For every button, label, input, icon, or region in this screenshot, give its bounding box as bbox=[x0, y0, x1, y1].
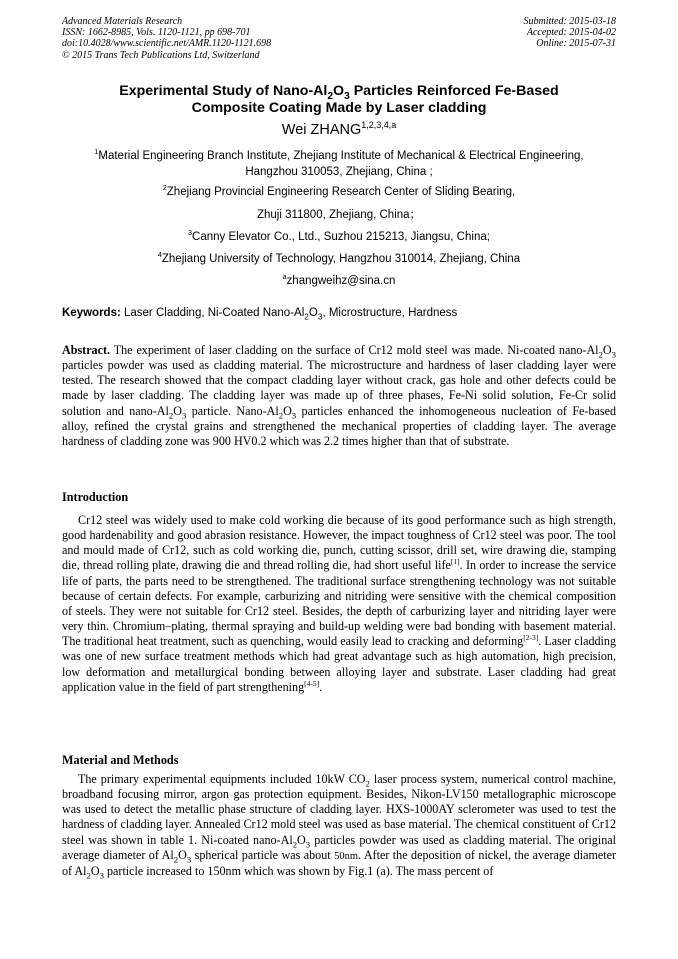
header-right bbox=[524, 16, 617, 50]
accepted-date: Accepted: 2015-04-02 bbox=[526, 27, 616, 39]
affiliation-2: $^2$Zhejiang Provincial Engineering Research Center of Sliding Bearing, bbox=[162, 184, 516, 198]
title-line-2: Composite Coating Made by Laser cladding bbox=[191, 100, 487, 116]
affiliation-2-city: Zhuji 311800, Zhejiang, China； bbox=[256, 209, 422, 221]
methods-heading: Material and Methods bbox=[62, 753, 179, 767]
copyright-line: © 2015 Trans Tech Publications Ltd, Switzerland bbox=[62, 49, 260, 61]
introduction-heading: Introduction bbox=[62, 490, 129, 504]
submitted-date: Submitted: 2015-03-18 bbox=[523, 16, 616, 27]
citation-ref[interactable]: [1] bbox=[450, 557, 460, 567]
introduction-body: Cr12 steel was widely used to make cold working die because of its good performance such as high strength, good hardenability and good abrasion resistance. However, the impact toughness of Cr12 steel was poor. The tool and mould made of Cr12, such as cold working die, punch, cutting scissor, drill set, wire drawing die, stamping die, thread rolling plate, drawing die and thread rolling die, had short useful life[1]. In order to increase the service life of parts, the parts need to be strengthened. The traditional surface strengthening technology was not suitable because of certain defects. For example, carburizing and nitriding were sensitive with the chemical composition of steels. They were not suitable for Cr12 steel. Besides, the depth of carburizing layer and nitriding layer were very thin. Chromium–plating, thermal spraying and build-up welding were bad bonding with basement material. The traditional heat treatment, such as quenching, would easily lead to cracking and deforming[2-3]. Laser cladding was one of new surface treatment methods which had great advantage such as high automation, high precision, low deformation and metallurgical bonding between alloying layer and substrate. Laser cladding had great application value in the field of part strengthening[4-5]. bbox=[62, 513, 616, 694]
affiliation-1: $^1$Material Engineering Branch Institute, Zhejiang Institute of Mechanical & Electrical Engineering, Hangzhou 310053, Zhejiang, China ; bbox=[94, 148, 584, 178]
issn-line: ISSN: 1662-8985, Vols. 1120-1121, pp 698-701 bbox=[62, 27, 251, 39]
methods-body: The primary experimental equipments included 10kW $CO_2$ laser process system, numerical control machine, broadband focusing mirror, argon gas protection equipment. Besides, Nikon-LV150 metallographic microscope was used to detect the metallic phase structure of cladding layer. HXS-1000AY sclerometer was used to test the hardness of cladding layer. Annealed Cr12 mold steel was used as base material. The chemical constituent of Cr12 steel was shown in table 1. Ni-coated nano-$Al_2O_3$ particles powder was used as cladding material. The original average diameter of $Al_2O_3$ spherical particle was about 50nm. After the deposition of nickel, the average diameter of $Al_2O_3$ particle increased to 150nm which was shown by Fig.1 (a). The mass percent of bbox=[62, 772, 617, 881]
affiliation-4: $^4$Zhejiang University of Technology, Hangzhou 310014, Zhejiang, China bbox=[157, 251, 521, 265]
doi-line[interactable]: doi:10.4028/www.scientific.net/AMR.1120-1121.698 bbox=[62, 38, 272, 50]
citation-ref[interactable]: [2-3] bbox=[523, 633, 539, 643]
keywords: Keywords: Laser Cladding, Ni-Coated Nano-$Al_2O_3$, Microstructure, Hardness bbox=[62, 307, 458, 322]
affiliation-3: $^3$Canny Elevator Co., Ltd., Suzhou 215213, Jiangsu, China; bbox=[188, 229, 490, 243]
header-left bbox=[62, 16, 271, 61]
paper-title bbox=[62, 83, 616, 117]
online-date: Online: 2015-07-31 bbox=[536, 38, 616, 50]
citation-ref[interactable]: [4-5] bbox=[304, 678, 320, 688]
author-email[interactable]: $^a$zhangweihz@sina.cn bbox=[282, 273, 396, 287]
abstract: Abstract. The experiment of laser cladding on the surface of Cr12 mold steel was made. Ni-coated nano-$Al_2O_3$ particles powder was used as cladding material. The microstructure and hardness of laser cladding layer were tested. The research showed that the compact cladding layer without crack, gas hole and other defects could be made by laser cladding. The cladding layer was made up of three phases, Fe-Ni solid solution, Fe-Cr solid solution and nano-$Al_2O_3$ particle. Nano-$Al_2O_3$ particles enhanced the inhomogeneous nucleation of Fe-based alloy, refined the crystal grains and strengthened the mechanical properties of cladding layer. The average hardness of cladding zone was 900 HV0.2 which was 2.2 times higher than that of substrate. bbox=[62, 343, 616, 448]
title-line-1: Experimental Study of Nano-$Al_2O_3$ Particles Reinforced Fe-Based bbox=[119, 83, 559, 102]
journal-name: Advanced Materials Research bbox=[62, 16, 183, 27]
author-name: Wei ZHANG$^{1,2,3,4,a}$ bbox=[281, 120, 397, 138]
